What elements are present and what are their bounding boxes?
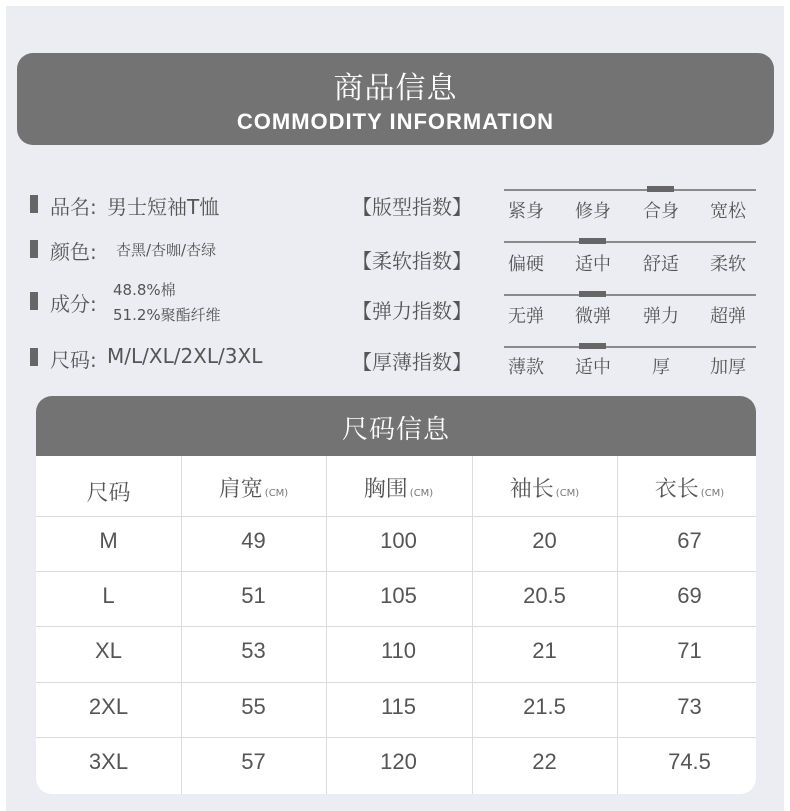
unit-label: (CM) xyxy=(264,488,289,499)
column-divider xyxy=(472,456,473,794)
table-cell: 3XL xyxy=(88,749,129,774)
scale-option: 柔软 xyxy=(710,254,746,275)
column-header-shoulder xyxy=(181,472,326,503)
column-header-sleeve xyxy=(472,472,617,503)
column-header-label: 袖长 xyxy=(509,477,554,502)
column-header-label: 尺码 xyxy=(86,481,131,506)
material-label: 成分: xyxy=(50,292,97,316)
color-value: 杏黑/杏咖/杏绿 xyxy=(116,241,217,259)
unit-label: (CM) xyxy=(409,488,434,499)
size-table-title: 尺码信息 xyxy=(341,415,450,445)
row-divider xyxy=(36,626,756,627)
table-cell: L xyxy=(102,583,115,608)
selected-marker xyxy=(579,291,606,297)
row-divider xyxy=(36,737,756,738)
scale-line xyxy=(504,189,756,191)
unit-label: (CM) xyxy=(555,488,580,499)
table-cell: 20.5 xyxy=(523,583,566,608)
column-divider xyxy=(326,456,327,794)
material-line-2: 51.2%聚酯纤维 xyxy=(113,306,221,324)
scale-line xyxy=(504,346,756,348)
column-header-label: 衣长 xyxy=(654,477,699,502)
scale-option: 微弹 xyxy=(575,306,611,327)
row-divider xyxy=(36,682,756,683)
scale-option: 适中 xyxy=(575,254,611,275)
table-cell: 21 xyxy=(532,638,557,663)
name-value: 男士短袖T恤 xyxy=(107,195,220,219)
bullet-marker xyxy=(30,240,38,258)
table-cell: 100 xyxy=(380,528,417,553)
commodity-info-header xyxy=(17,53,774,145)
column-divider xyxy=(181,456,182,794)
table-cell: 73 xyxy=(677,694,702,719)
column-header-length xyxy=(617,472,756,503)
table-cell: 55 xyxy=(241,694,266,719)
scale-option: 弹力 xyxy=(643,306,679,327)
table-cell: 22 xyxy=(532,749,557,774)
column-header-label: 胸围 xyxy=(363,477,408,502)
bullet-marker xyxy=(30,292,38,310)
selected-marker xyxy=(579,343,606,349)
scale-option: 加厚 xyxy=(710,357,746,378)
table-cell: 2XL xyxy=(88,694,129,719)
size-grid xyxy=(36,456,756,794)
table-cell: 110 xyxy=(380,638,417,663)
table-cell: 21.5 xyxy=(523,694,566,719)
index-label: 【柔软指数】 xyxy=(352,249,472,273)
scale-option: 偏硬 xyxy=(508,254,544,275)
scale-option: 超弹 xyxy=(710,306,746,327)
table-cell: 71 xyxy=(677,638,702,663)
size-value: M/L/XL/2XL/3XL xyxy=(107,344,263,368)
index-label: 【弹力指数】 xyxy=(352,299,472,323)
size-label: 尺码: xyxy=(50,348,97,372)
scale-option: 修身 xyxy=(575,201,611,222)
index-label: 【版型指数】 xyxy=(352,195,472,219)
column-divider xyxy=(617,456,618,794)
table-cell: 53 xyxy=(241,638,266,663)
table-cell: 120 xyxy=(380,749,417,774)
scale-option: 厚 xyxy=(652,357,670,378)
scale-option: 适中 xyxy=(575,357,611,378)
scale-option: 薄款 xyxy=(508,357,544,378)
size-table xyxy=(36,396,756,794)
header-title: 商品信息 xyxy=(333,71,458,106)
row-divider xyxy=(36,571,756,572)
selected-marker xyxy=(647,186,674,192)
table-cell: 74.5 xyxy=(668,749,711,774)
row-divider xyxy=(36,516,756,517)
selected-marker xyxy=(579,238,606,244)
column-header-chest xyxy=(326,472,471,503)
scale-option: 舒适 xyxy=(643,254,679,275)
scale-line xyxy=(504,241,756,243)
column-header-label: 肩宽 xyxy=(218,477,263,502)
size-table-header xyxy=(36,396,756,456)
color-label: 颜色: xyxy=(50,240,97,264)
table-cell: 115 xyxy=(380,694,417,719)
name-label: 品名: xyxy=(50,195,97,219)
table-cell: 57 xyxy=(241,749,266,774)
scale-line xyxy=(504,294,756,296)
table-cell: 20 xyxy=(532,528,557,553)
column-header-size xyxy=(36,476,181,507)
table-cell: M xyxy=(99,528,118,553)
table-cell: 51 xyxy=(241,583,266,608)
unit-label: (CM) xyxy=(700,488,725,499)
scale-option: 无弹 xyxy=(508,306,544,327)
scale-option: 宽松 xyxy=(710,201,746,222)
bullet-marker xyxy=(30,348,38,366)
scale-option: 紧身 xyxy=(508,201,544,222)
table-cell: 69 xyxy=(677,583,702,608)
scale-option: 合身 xyxy=(643,201,679,222)
table-cell: 105 xyxy=(380,583,417,608)
material-line-1: 48.8%棉 xyxy=(113,281,176,299)
bullet-marker xyxy=(30,195,38,213)
table-cell: XL xyxy=(95,638,122,663)
table-cell: 67 xyxy=(677,528,702,553)
header-subtitle: COMMODITY INFORMATION xyxy=(236,109,555,134)
table-cell: 49 xyxy=(241,528,266,553)
index-label: 【厚薄指数】 xyxy=(352,350,472,374)
